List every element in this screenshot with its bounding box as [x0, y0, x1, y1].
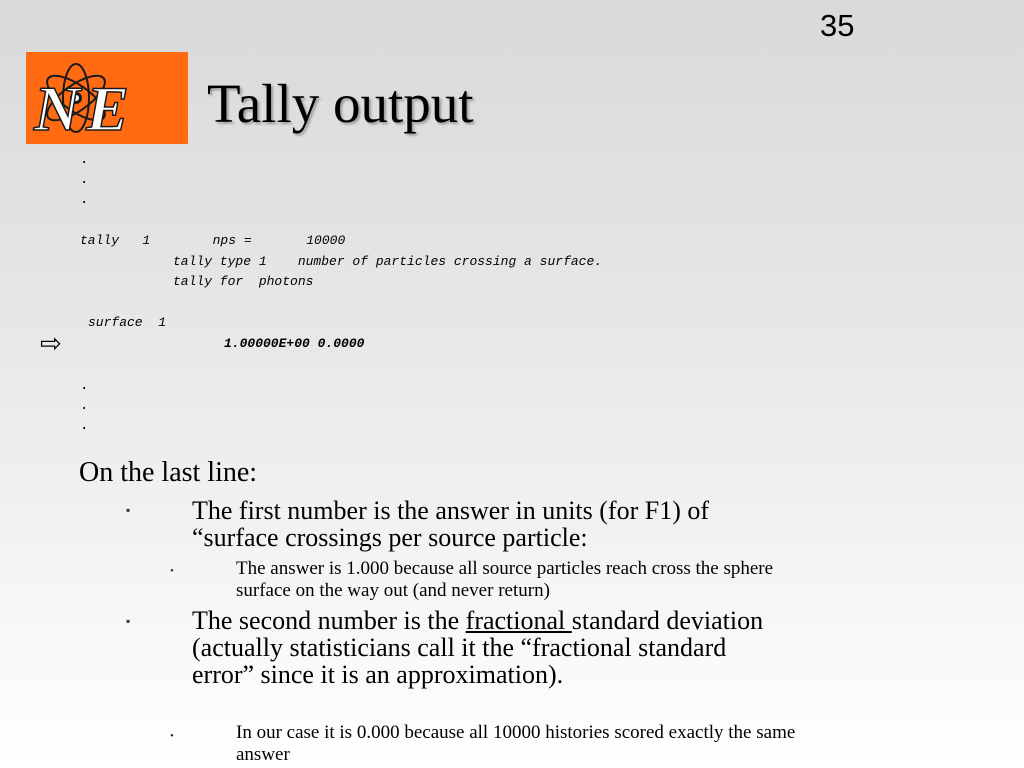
ellipsis-dot: . — [80, 398, 89, 414]
ellipsis-dot: . — [80, 152, 89, 168]
tally-header-line: tally 1 nps = 10000 — [80, 233, 346, 248]
surface-line: surface 1 — [88, 315, 167, 330]
atom-icon — [26, 52, 188, 144]
bullet-text: The second number is the fractional standard deviation (actually statisticians call it the “fractional standard error” since it is an approximation). — [192, 606, 764, 689]
sub-bullet-text: In our case it is 0.000 because all 10000 histories scored exactly the same answer — [236, 722, 796, 765]
sub-bullet-marker: • — [170, 730, 174, 742]
slide-number: 35 — [820, 8, 855, 43]
slide-title: Tally output — [207, 73, 474, 134]
ellipsis-dot: . — [80, 418, 89, 434]
underlined-word: fractional — [465, 606, 572, 635]
sub-bullet-text: The answer is 1.000 because all source particles reach cross the sphere surface on the way out (and never return) — [236, 558, 774, 601]
ellipsis-dot: . — [80, 192, 89, 208]
bullet-marker: ▪ — [126, 614, 131, 628]
section-heading: On the last line: — [79, 457, 258, 488]
ellipsis-dot: . — [80, 378, 89, 394]
bullet-marker: ▪ — [126, 503, 131, 517]
ne-logo — [26, 52, 188, 144]
logo-text: NE — [34, 73, 135, 144]
tally-type-line: tally type 1 number of particles crossing a surface. — [173, 254, 603, 269]
bullet-text: The first number is the answer in units (for F1) of “surface crossings per source particle: — [192, 496, 710, 552]
ellipsis-dot: . — [80, 172, 89, 188]
arrow-right-icon: ⇨ — [40, 329, 62, 359]
sub-bullet-marker: • — [170, 565, 174, 577]
result-line: 1.00000E+00 0.0000 — [224, 336, 365, 351]
tally-for-line: tally for photons — [173, 274, 314, 289]
